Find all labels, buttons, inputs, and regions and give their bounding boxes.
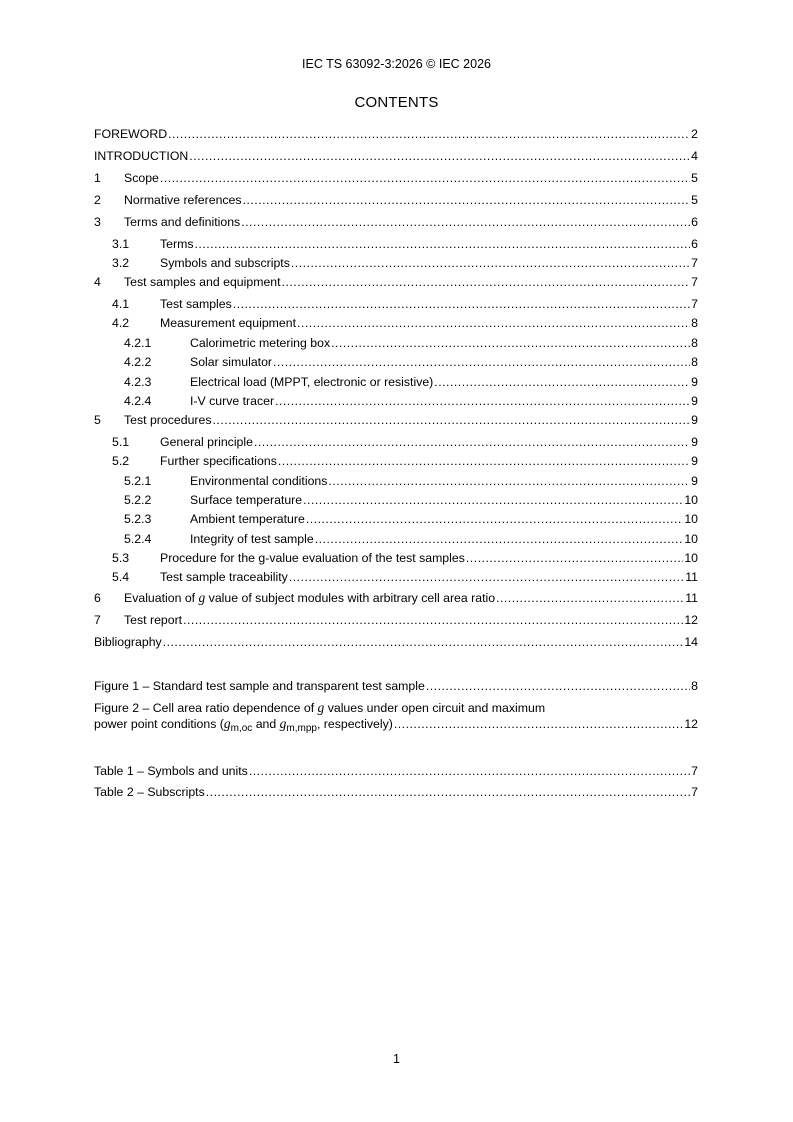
toc-entry-number: 5.2.1 [124,474,152,488]
toc-entry-3[interactable] [94,214,698,230]
toc-entry-text: Evaluation of g value of subject modules with arbitrary cell area ratio [124,590,496,605]
toc-entry-number: 1 [94,171,101,185]
toc-entry-text: Integrity of test sample [190,532,314,546]
figure-entry-page: 12 [684,717,698,731]
toc-entry-page: 10 [684,493,698,507]
toc-entry-4-2-3[interactable] [94,374,698,390]
toc-entry-page: 10 [684,532,698,546]
toc-entry-text: Test procedures [124,413,212,427]
toc-entry-text: I-V curve tracer [190,394,275,408]
toc-entry-page: 10 [684,512,698,526]
toc-entry-page: 7 [691,256,698,270]
toc-entry-text: Solar simulator [190,355,273,369]
toc-entry-text: FOREWORD [94,127,168,141]
toc-entry-5-1[interactable] [94,434,698,450]
figure-entry-text: Figure 1 – Standard test sample and transparent test sample [94,679,425,693]
toc-entry-number: 4.2.4 [124,394,152,408]
toc-entry-5-2-3[interactable] [94,511,698,527]
list-of-figures-entry-1[interactable] [94,678,698,694]
toc-entry-4[interactable] [94,274,698,290]
toc-entry-5-2[interactable] [94,453,698,469]
toc-entry-5[interactable] [94,412,698,428]
toc-entry-page: 6 [691,237,698,251]
table-entry-page: 7 [691,785,698,799]
toc-entry-number: 5.2 [112,454,130,468]
toc-entry-page: 8 [691,355,698,369]
toc-entry-text: Procedure for the g-value evaluation of the test samples [160,551,465,565]
g-m-mpp-symbol: $g_{m,mpp}$ [279,716,317,734]
toc-entry-number: 4 [94,275,101,289]
g-symbol: g [198,590,206,605]
toc-entry-number: 5.4 [112,570,130,584]
toc-entry-page: 9 [691,435,698,449]
toc-entry-number: 3.1 [112,237,130,251]
contents-title: CONTENTS [354,94,439,111]
toc-entry-page: 9 [691,394,698,408]
toc-entry-page: 9 [691,474,698,488]
toc-entry-text: Further specifications [160,454,277,468]
toc-entry-page: 12 [684,613,698,627]
toc-entry-number: 5.2.3 [124,512,152,526]
toc-entry-number: 4.2.2 [124,355,152,369]
toc-entry-5-2-2[interactable] [94,492,698,508]
toc-entry-foreword[interactable] [94,126,698,142]
g-symbol: g [317,700,325,715]
toc-entry-5-3[interactable] [94,550,698,566]
toc-entry-page: 11 [685,591,698,605]
toc-entry-number: 5.3 [112,551,130,565]
toc-entry-4-1[interactable] [94,296,698,312]
toc-entry-4-2-4[interactable] [94,393,698,409]
toc-entry-text: Test report [124,613,183,627]
table-entry-text: Table 1 – Symbols and units [94,764,248,778]
toc-entry-number: 5.1 [112,435,130,449]
toc-entry-page: 10 [684,551,698,565]
toc-entry-number: 4.2.1 [124,336,152,350]
toc-entry-text: Terms and definitions [124,215,241,229]
toc-entry-page: 5 [691,193,698,207]
page-number: 1 [393,1052,400,1066]
toc-entry-number: 4.2.3 [124,375,152,389]
toc-entry-text: Surface temperature [190,493,303,507]
toc-entry-number: 6 [94,591,101,605]
toc-entry-1[interactable] [94,170,698,186]
toc-entry-3-1[interactable] [94,236,698,252]
toc-entry-number: 5 [94,413,101,427]
toc-entry-page: 8 [691,316,698,330]
toc-entry-5-2-1[interactable] [94,473,698,489]
toc-entry-text: Scope [124,171,159,185]
figure-entry-page: 8 [691,679,698,693]
toc-entry-4-2-1[interactable] [94,335,698,351]
table-entry-text: Table 2 – Subscripts [94,785,205,799]
toc-entry-text: Ambient temperature [190,512,305,526]
page-header: IEC TS 63092-3:2026 © IEC 2026 [302,57,491,71]
list-of-tables-entry-2[interactable] [94,784,698,800]
toc-entry-text: Bibliography [94,635,162,649]
toc-entry-page: 2 [691,127,698,141]
toc-entry-text: Calorimetric metering box [190,336,331,350]
toc-entry-3-2[interactable] [94,255,698,271]
toc-entry-number: 2 [94,193,101,207]
toc-entry-page: 8 [691,336,698,350]
toc-entry-number: 4.2 [112,316,130,330]
toc-entry-page: 14 [684,635,698,649]
toc-entry-text: Normative references [124,193,242,207]
list-of-figures-entry-2[interactable] [94,700,698,737]
figure-entry-text-line-2: power point conditions ($g_{m,oc}$ and $g_{m,mpp}$, respectively) ..... 12 [94,716,698,737]
toc-entry-page: 6 [691,215,698,229]
toc-entry-5-2-4[interactable] [94,531,698,547]
toc-entry-5-4[interactable] [94,569,698,585]
toc-entry-page: 7 [691,275,698,289]
toc-entry-text: Test samples [160,297,232,311]
toc-entry-7[interactable] [94,612,698,628]
toc-entry-number: 4.1 [112,297,130,311]
toc-entry-2[interactable] [94,192,698,208]
toc-entry-number: 3 [94,215,101,229]
toc-entry-number: 7 [94,613,101,627]
toc-entry-4-2[interactable] [94,315,698,331]
toc-entry-page: 9 [691,413,698,427]
toc-entry-text: INTRODUCTION [94,149,189,163]
toc-entry-page: 5 [691,171,698,185]
toc-entry-text: Test sample traceability [160,570,288,584]
toc-entry-text: Terms [160,237,194,251]
toc-entry-page: 9 [691,375,698,389]
toc-entry-introduction[interactable] [94,148,698,164]
table-entry-page: 7 [691,764,698,778]
toc-entry-text: Electrical load (MPPT, electronic or resistive) [190,375,434,389]
toc-entry-text: Test samples and equipment [124,275,281,289]
figure-entry-text-line-1: Figure 2 – Cell area ratio dependence of g values under open circuit and maximum [94,700,546,715]
toc-entry-number: 3.2 [112,256,130,270]
toc-entry-page: 9 [691,454,698,468]
list-of-tables-entry-1[interactable] [94,763,698,779]
toc-entry-4-2-2[interactable] [94,354,698,370]
toc-entry-text: Measurement equipment [160,316,297,330]
toc-entry-text: General principle [160,435,253,449]
toc-entry-6[interactable] [94,590,698,606]
g-m-oc-symbol: $g_{m,oc}$ [223,716,253,734]
toc-entry-text: Symbols and subscripts [160,256,290,270]
toc-entry-number: 5.2.4 [124,532,152,546]
toc-entry-text: Environmental conditions [190,474,328,488]
toc-entry-bibliography[interactable] [94,634,698,650]
toc-entry-number: 5.2.2 [124,493,152,507]
toc-entry-page: 7 [691,297,698,311]
toc-entry-page: 4 [691,149,698,163]
toc-entry-page: 11 [685,570,698,584]
